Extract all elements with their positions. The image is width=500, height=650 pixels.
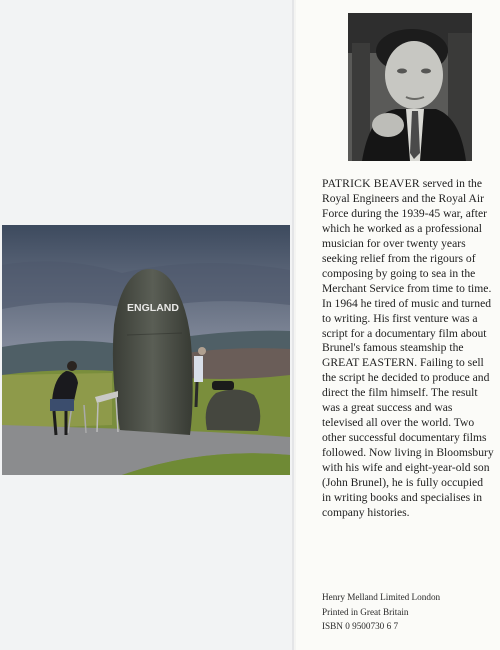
publisher-name: Henry Melland Limited London [322, 592, 441, 602]
author-name: PATRICK BEAVER [322, 177, 420, 190]
author-biography [322, 177, 494, 521]
publisher-info [322, 590, 494, 634]
isbn: ISBN 0 9500730 6 7 [322, 621, 399, 632]
printed-in: Printed in Great Britain [322, 606, 409, 617]
stone-inscription: ENGLAND [127, 302, 179, 314]
border-stone-photo [2, 225, 290, 475]
biography-text: served in the Royal Engineers and the Royal Air Force during the 1939-45 war, after which he worked as a professional musician for over twenty years seeking relief from the rigours of composing by going to sea in the Merchant Service from time to time. In 1964 he tired of music and turned to writing. His first venture was a script for a documentary film about Brunel's famous steamship the GREAT EASTERN. Failing to sell the script he decided to produce and direct the film himself. The result was a great success and was televised all over the world. Two other successful documentary films followed. Now living in Bloomsbury with his wife and eight-year-old son (John Brunel), he is fully occupied in writing books and specialises in company histories. [322, 177, 494, 519]
author-portrait [348, 13, 472, 161]
